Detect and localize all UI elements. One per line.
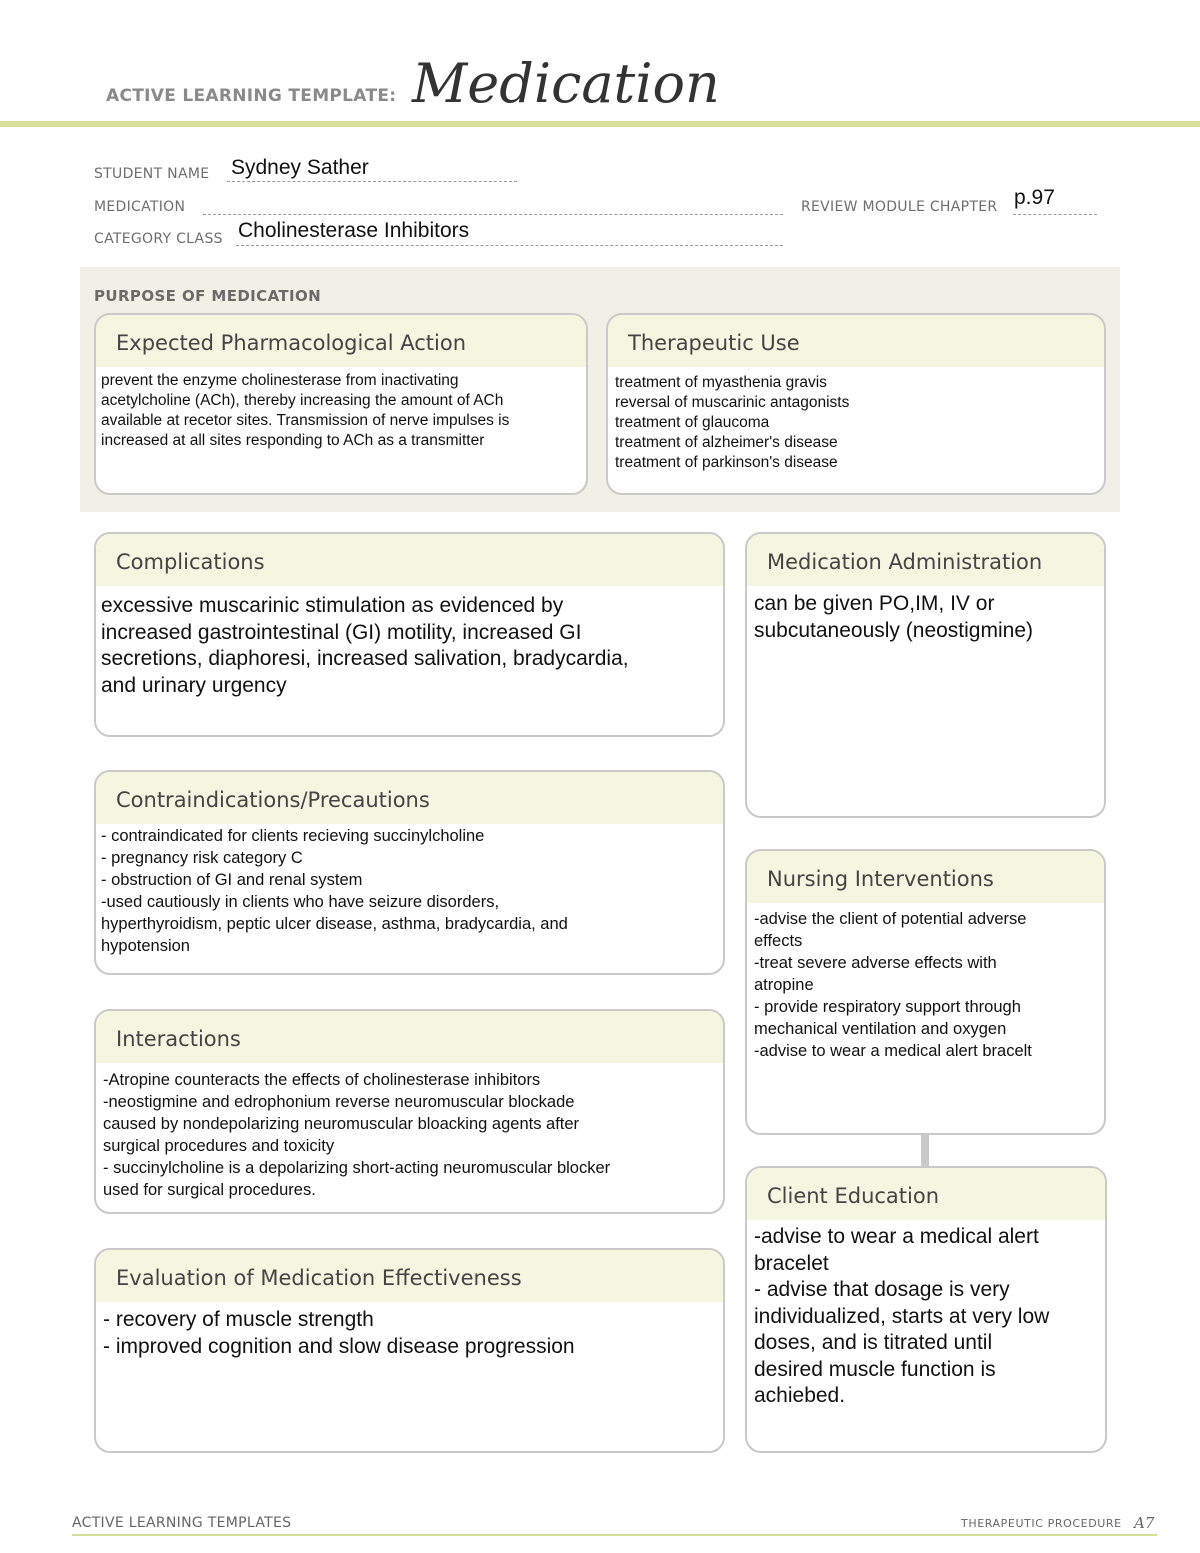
template-label: ACTIVE LEARNING TEMPLATE: (106, 86, 397, 106)
purpose-title: PURPOSE OF MEDICATION (94, 287, 322, 305)
contraindications-box (94, 770, 725, 975)
client-education-text[interactable] (747, 1220, 1105, 1410)
expected-action-title: Expected Pharmacological Action (96, 315, 586, 367)
review-module-label: REVIEW MODULE CHAPTER (801, 199, 998, 215)
text-line: - succinylcholine is a depolarizing short-acting neuromuscular blocker (103, 1159, 611, 1177)
category-class-line (236, 245, 783, 246)
administration-title: Medication Administration (747, 534, 1104, 586)
contraindications-text[interactable] (96, 824, 723, 957)
page-number: A7 (1134, 1514, 1155, 1532)
text-line: increased gastrointestinal (GI) motility, increased GI (101, 620, 582, 644)
text-line: prevent the enzyme cholinesterase from inactivating (101, 372, 459, 389)
text-line: -Atropine counteracts the effects of cholinesterase inhibitors (103, 1071, 541, 1089)
text-line: treatment of myasthenia gravis (615, 374, 827, 391)
text-line: treatment of glaucoma (615, 414, 770, 431)
text-line: - advise that dosage is very (754, 1278, 1010, 1301)
text-line: subcutaneously (neostigmine) (754, 618, 1033, 642)
student-name-line (227, 181, 517, 182)
client-education-title: Client Education (747, 1168, 1105, 1220)
box-connector (921, 1134, 929, 1166)
page-title: Medication (412, 52, 720, 115)
text-line: -advise to wear a medical alert bracelt (754, 1042, 1032, 1060)
administration-text[interactable] (747, 586, 1104, 644)
client-education-box (745, 1166, 1107, 1453)
text-line: acetylcholine (ACh), thereby increasing the amount of ACh (101, 392, 504, 409)
text-line: secretions, diaphoresi, increased salivation, bradycardia, (101, 647, 629, 670)
complications-text[interactable] (96, 586, 723, 699)
text-line: - improved cognition and slow disease progression (103, 1334, 575, 1358)
therapeutic-use-title: Therapeutic Use (608, 315, 1104, 367)
evaluation-title: Evaluation of Medication Effectiveness (96, 1250, 723, 1302)
review-module-line (1013, 214, 1097, 215)
text-line: excessive muscarinic stimulation as evidenced by (101, 594, 564, 617)
interactions-text[interactable] (96, 1063, 723, 1201)
text-line: used for surgical procedures. (103, 1181, 316, 1199)
footer-right-label: THERAPEUTIC PROCEDURE (961, 1517, 1122, 1530)
expected-action-text[interactable] (96, 367, 586, 451)
medication-label: MEDICATION (94, 199, 186, 215)
complications-box (94, 532, 725, 737)
therapeutic-use-box (606, 313, 1106, 495)
text-line: reversal of muscarinic antagonists (615, 394, 850, 411)
text-line: - recovery of muscle strength (103, 1308, 374, 1331)
text-line: - provide respiratory support through (754, 998, 1021, 1016)
nursing-interventions-title: Nursing Interventions (747, 851, 1104, 903)
expected-action-box (94, 313, 588, 495)
text-line: surgical procedures and toxicity (103, 1137, 335, 1155)
category-class-label: CATEGORY CLASS (94, 231, 223, 247)
nursing-interventions-text[interactable] (747, 903, 1104, 1062)
text-line: -advise to wear a medical alert (754, 1225, 1039, 1248)
text-line: -used cautiously in clients who have seizure disorders, (101, 893, 500, 911)
text-line: - pregnancy risk category C (101, 849, 303, 867)
category-class-field[interactable]: Cholinesterase Inhibitors (238, 219, 470, 242)
text-line: bracelet (754, 1251, 829, 1275)
administration-box (745, 532, 1106, 818)
text-line: doses, and is titrated until (754, 1331, 993, 1354)
text-line: - obstruction of GI and renal system (101, 871, 363, 889)
review-module-field[interactable]: p.97 (1014, 186, 1055, 209)
medication-line (203, 214, 783, 215)
text-line: - contraindicated for clients recieving succinylcholine (101, 827, 485, 845)
text-line: desired muscle function is (754, 1357, 996, 1381)
complications-title: Complications (96, 534, 723, 586)
text-line: hyperthyroidism, peptic ulcer disease, asthma, bradycardia, and (101, 915, 568, 933)
text-line: -neostigmine and edrophonium reverse neuromuscular blockade (103, 1093, 575, 1111)
text-line: caused by nondepolarizing neuromuscular bloacking agents after (103, 1115, 580, 1133)
contraindications-title: Contraindications/Precautions (96, 772, 723, 824)
text-line: available at recetor sites. Transmission of nerve impulses is (101, 412, 510, 429)
footer-left-label: ACTIVE LEARNING TEMPLATES (72, 1515, 292, 1531)
footer-divider (72, 1534, 1157, 1536)
interactions-box (94, 1009, 725, 1214)
text-line: effects (754, 932, 803, 950)
text-line: hypotension (101, 937, 190, 955)
text-line: -advise the client of potential adverse (754, 910, 1027, 928)
text-line: treatment of alzheimer's disease (615, 434, 838, 451)
text-line: achiebed. (754, 1384, 846, 1407)
text-line: atropine (754, 976, 814, 994)
text-line: increased at all sites responding to ACh as a transmitter (101, 432, 485, 449)
text-line: and urinary urgency (101, 673, 287, 697)
student-name-label: STUDENT NAME (94, 166, 210, 182)
header-divider (0, 121, 1200, 127)
text-line: treatment of parkinson's disease (615, 454, 838, 471)
therapeutic-use-text[interactable] (608, 367, 1104, 473)
evaluation-box (94, 1248, 725, 1453)
text-line: individualized, starts at very low (754, 1304, 1050, 1328)
text-line: mechanical ventilation and oxygen (754, 1020, 1007, 1038)
text-line: -treat severe adverse effects with (754, 954, 997, 972)
interactions-title: Interactions (96, 1011, 723, 1063)
student-name-field[interactable]: Sydney Sather (231, 156, 369, 179)
text-line: can be given PO,IM, IV or (754, 592, 995, 615)
nursing-interventions-box (745, 849, 1106, 1135)
evaluation-text[interactable] (96, 1302, 723, 1360)
